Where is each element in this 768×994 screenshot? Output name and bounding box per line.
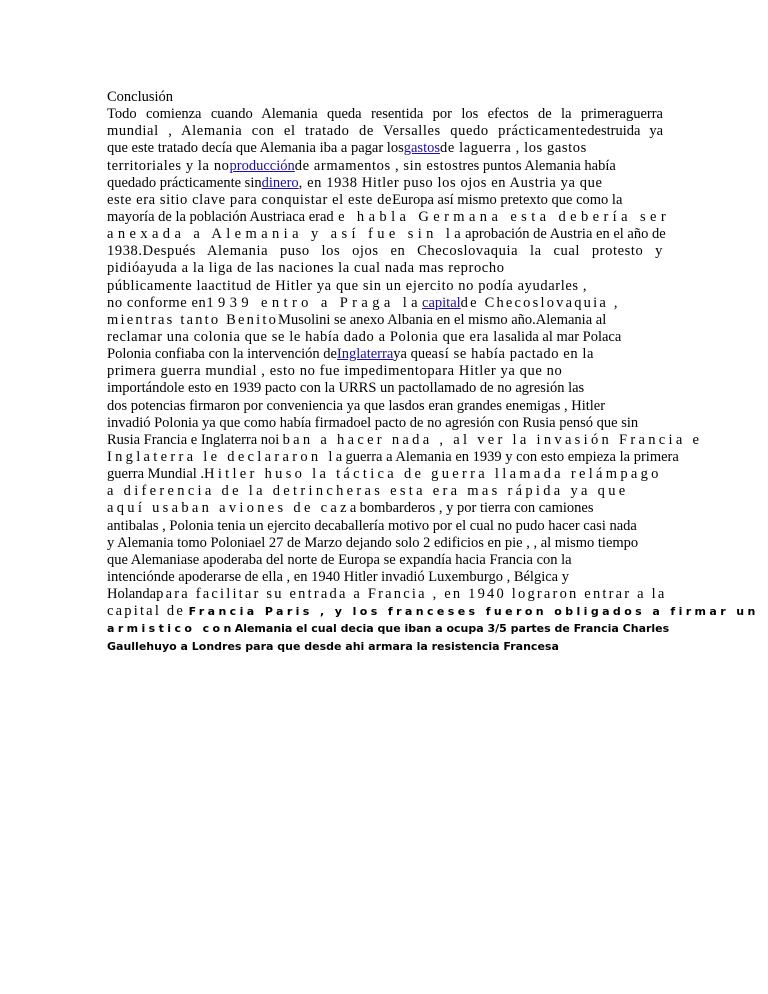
text-segment: que Alemaniase apoderaba del norte de Europa se expandía hacia Francia con la [107,551,572,568]
text-segment: reclamar una colonia que se le había dado a Polonia que era la [107,328,505,345]
text-segment: importándole esto en 1939 pacto con la URRS un pacto [107,380,430,397]
text-segment: para facilitar su entrada a Francia , en 1940 lograron entrar a la [156,586,667,603]
text-segment: de habla Germana esta debería ser [326,208,671,225]
paragraph-line [107,638,663,655]
text-segment: intenciónde apoderarse de ella , en 1940 Hitler invadió Luxemburgo , Bélgica y [107,568,569,585]
document-page [107,89,759,655]
paragraph-line [107,329,663,346]
paragraph-line [107,158,663,175]
paragraph-line [107,123,663,140]
link-gastos[interactable]: gastos [403,140,440,157]
text-segment: Europa así mismo pretexto que como la [392,191,623,208]
text-segment: armistico con [107,622,235,636]
paragraph-line [107,483,663,500]
text-segment: mientras tanto Benito [107,311,279,328]
paragraph-line [107,260,663,277]
text-segment: salida al mar Polaca [504,328,622,345]
text-segment: para Hitler ya que no [427,363,563,380]
text-segment: este era sitio clave para conquistar el este de [107,191,393,208]
text-segment: Polonia confiaba con la intervención de [107,346,337,363]
text-segment: guerra a Alemania en 1939 y con esto empieza la primera [345,448,679,465]
paragraph-line [107,398,663,415]
text-segment: públicamente laactitud de Hitler ya que sin un ejercito no podía ayudarles , [107,277,588,294]
text-segment: mundial , Alemania con el tratado de Versalles quedo prácticamente [107,123,588,140]
paragraph-line [107,535,663,552]
paragraph-line [107,208,671,226]
paragraph-line [107,140,663,157]
text-segment: aprobación de Austria en el año de [465,226,666,243]
text-segment: de Checoslovaquia , [460,294,620,311]
text-segment: antibalas , Polonia tenia un ejercito decaballería motivo por el cual no pudo hacer casi nada [107,517,637,534]
text-segment: Holanda [107,586,157,603]
text-segment: Inglaterra le declararon la [107,448,346,465]
paragraph-line [107,466,663,483]
text-segment: Francia Paris , y los franceses fueron obligados a firmar un [188,605,759,619]
paragraph-line [107,518,663,535]
text-segment: de armamentos , sin estos [294,157,459,174]
text-segment: primera guerra mundial , esto no fue impedimento [107,363,428,380]
text-segment: y Alemania tomo Poloniael 27 de Marzo dejando solo 2 edificios en pie , , al mismo tiempo [107,534,639,551]
text-segment: aquí usaban aviones de caza [107,500,360,517]
text-segment: Alemania el cual decia que iban a ocupa 3/5 partes de Francia Charles [234,622,670,636]
paragraph-line [107,552,663,569]
text-segment: mayoría de la población Austriaca era [107,208,327,225]
paragraph-line [107,620,670,637]
text-segment: ya que [393,346,432,363]
paragraph-line [107,363,663,380]
text-segment: destruida ya [587,123,663,140]
paragraph-line [107,192,663,209]
page-title: Conclusión [107,89,174,105]
text-segment: , en 1938 Hitler puso los ojos en Austria ya que [298,174,603,191]
text-segment: de laguerra , los gastos [439,140,587,157]
text-segment: 1939 entro a Praga la [206,294,423,311]
paragraph-line [107,603,759,620]
text-segment: invadió Polonia ya que como había firmadoel pacto de no agresión con Rusia pensó que sin [107,414,639,431]
text-segment: que este tratado decía que Alemania iba a pagar los [107,140,404,157]
paragraph-line [107,243,663,260]
paragraph-line [107,295,663,312]
text-segment: 1938.Después Alemania puso los ojos en Checoslovaquia la cual protesto y [107,243,663,260]
paragraph-line [107,346,663,363]
text-segment: llamado de no agresión las [429,380,585,397]
text-segment: iban a hacer nada , al ver la invasión Francia e [275,431,703,448]
paragraph-line [107,226,666,243]
paragraph-line [107,569,663,586]
paragraph-line [107,312,663,329]
text-segment: así se había pactado en la [431,346,595,363]
paragraph-line [107,431,703,449]
paragraph-line [107,586,667,603]
text-segment: capital de [107,603,185,620]
text-segment: Gaullehuyo a Londres para que desde ahi armara la resistencia Francesa [107,639,559,653]
link-dinero[interactable]: dinero [261,174,299,191]
text-segment: bombarderos , y por tierra con camiones [359,500,594,517]
text-segment: a diferencia de la detrincheras esta era mas rápida ya que [107,483,629,500]
paragraph-line [107,380,663,397]
text-segment: quedado prácticamente sin [107,174,262,191]
text-segment: tres puntos Alemania había [458,157,616,174]
text-segment: Rusia Francia e Inglaterra no [107,431,276,448]
paragraph-line [107,500,663,517]
link-inglaterra[interactable]: Inglaterra [336,346,394,363]
paragraph-line [107,415,663,432]
paragraph-line [107,175,663,192]
text-segment: Todo comienza cuando Alemania queda resentida por los efectos de la primeraguerra [107,106,663,123]
paragraph-line [107,278,663,295]
text-segment: no conforme en [107,294,207,311]
link-capital[interactable]: capital [422,294,461,311]
text-segment: territoriales y la no [107,157,230,174]
paragraph-line [107,106,663,123]
text-segment: pidióayuda a la liga de las naciones la cual nada mas reprocho [107,260,505,277]
text-segment: anexada a Alemania y así fue sin la [107,226,466,243]
text-segment: dos potencias firmaron por conveniencia ya que lasdos eran grandes enemigas , Hitler [107,397,606,414]
text-segment: Hitler huso la táctica de guerra llamada relámpago [204,466,662,483]
link-produccion[interactable]: producción [229,157,295,174]
text-segment: guerra Mundial . [107,466,205,483]
text-segment: Musolini se anexo Albania en el mismo año.Alemania al [278,311,607,328]
paragraph-line [107,448,679,466]
